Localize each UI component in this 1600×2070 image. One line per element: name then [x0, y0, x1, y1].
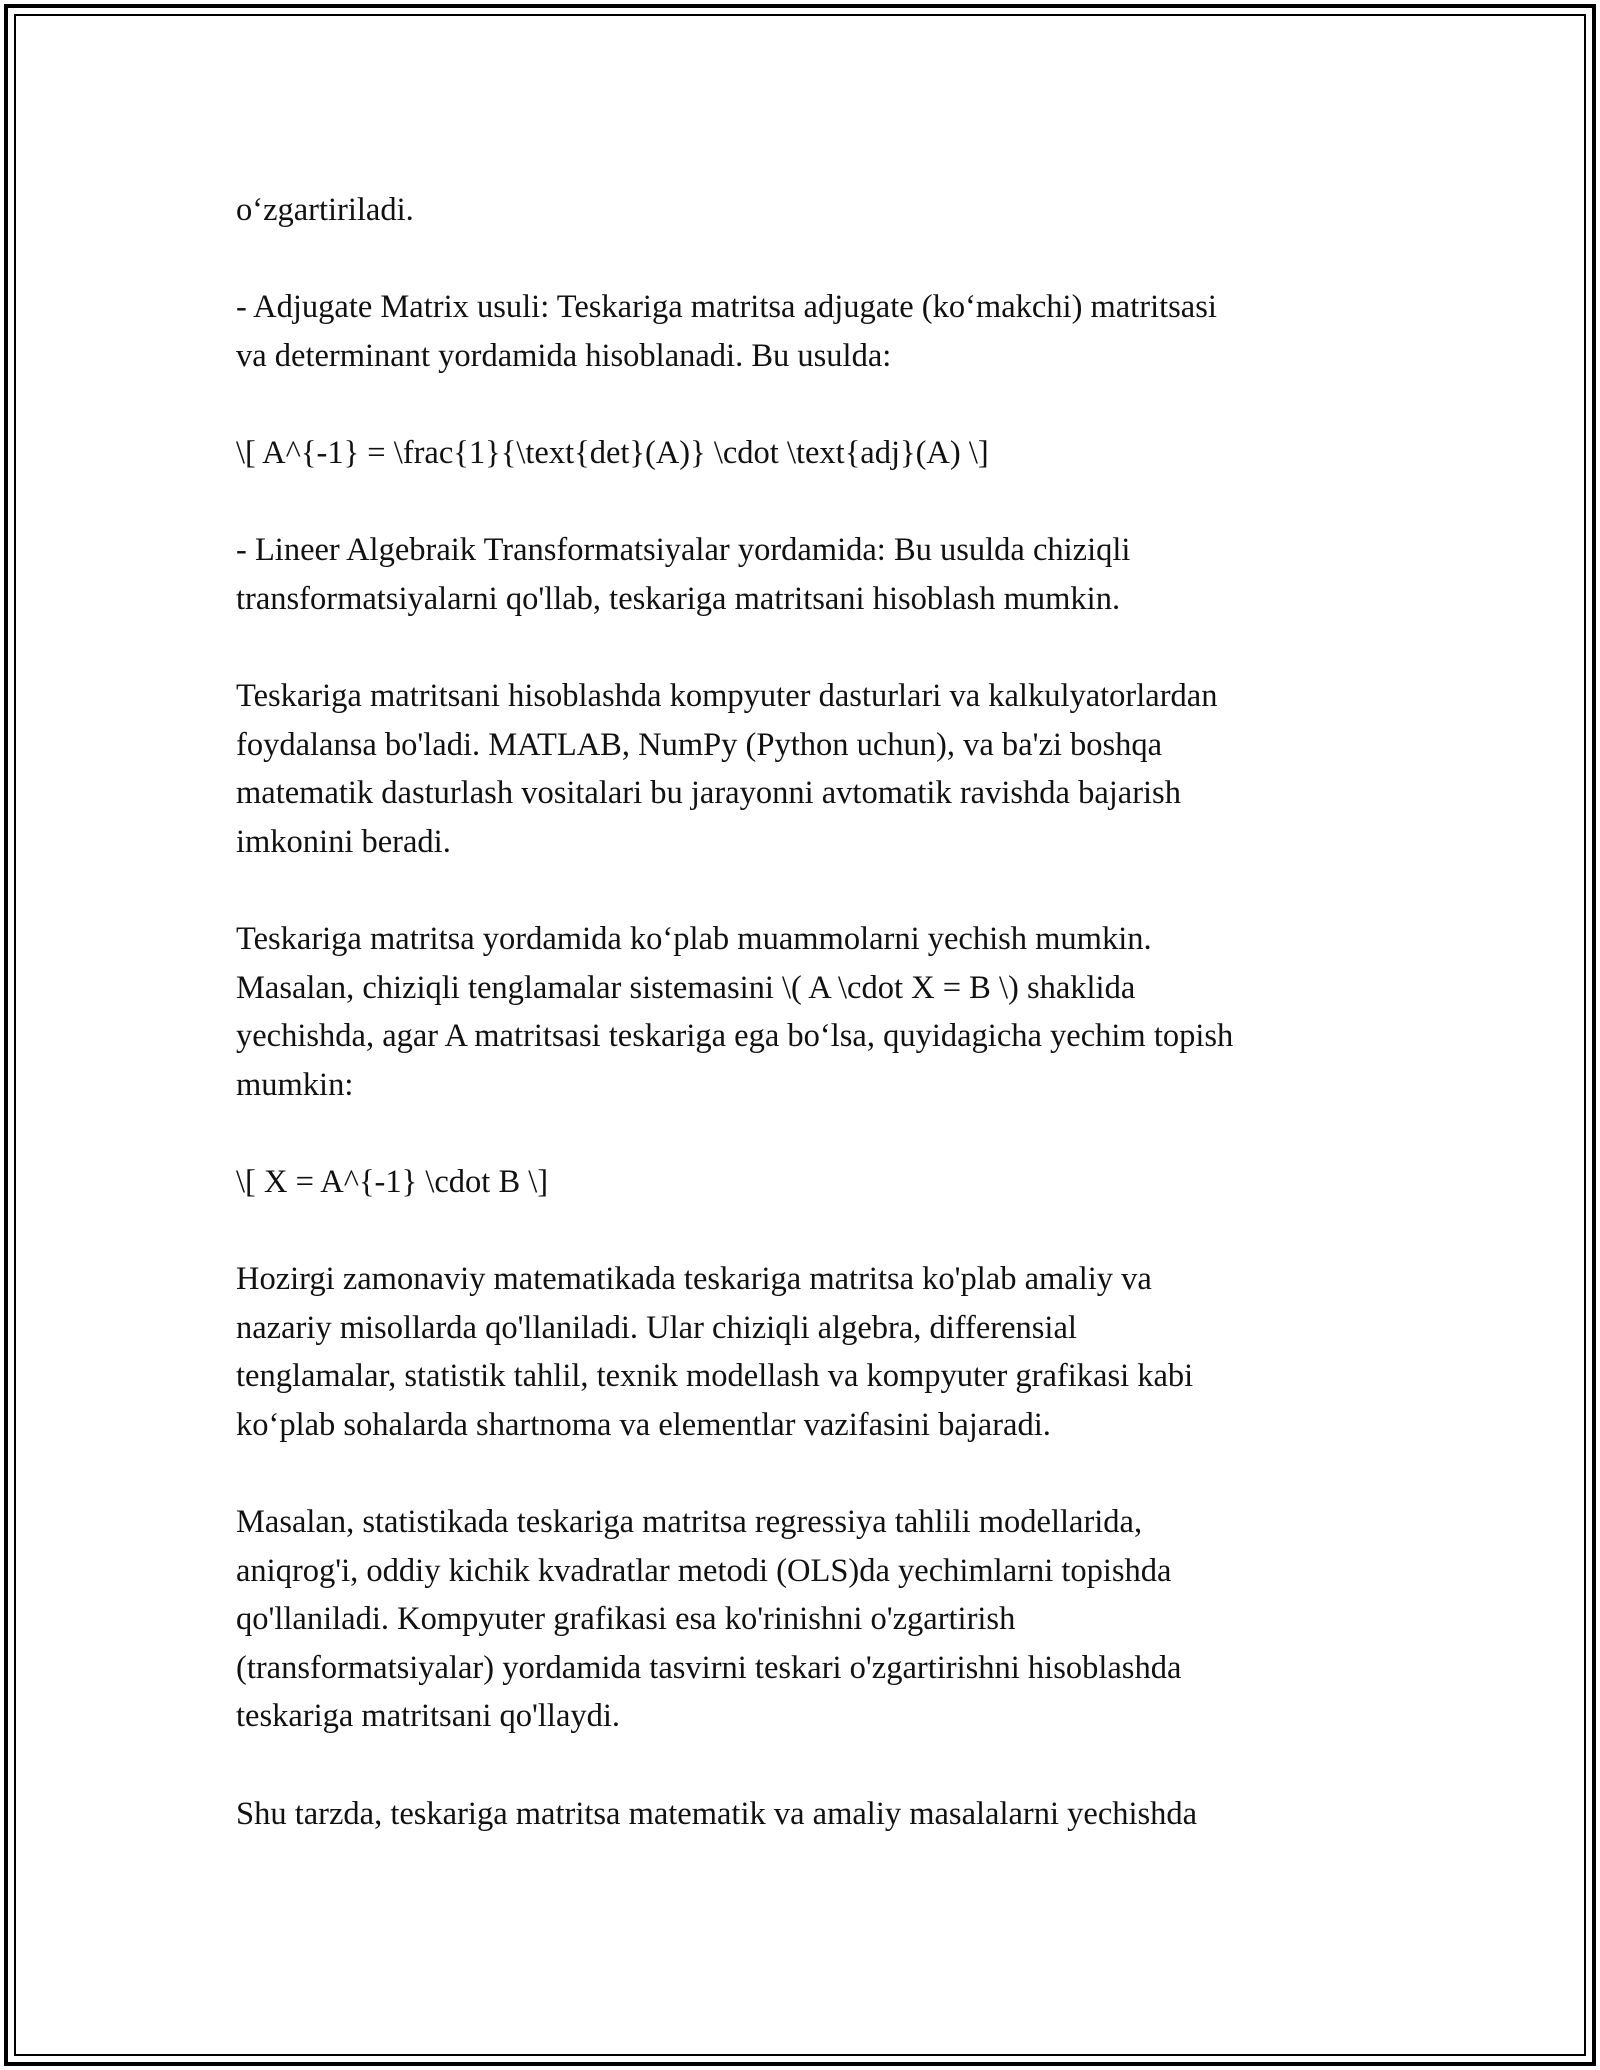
- paragraph-statistics-graphics: Masalan, statistikada teskariga matritsa regressiya tahlili modellarida, aniqrog'i, oddiy kichik kvadratlar metodi (OLS)da yechimlarni topishda qo'llaniladi. Kompyuter grafikasi esa ko'rinishni o'zgartirish (transformatsiyalar) yordamida tasvirni teskari o'zgartirishni hisoblashda teskariga matritsani qo'llaydi.: [236, 1504, 1182, 1735]
- paragraph-continuation: o‘zgartiriladi.: [236, 192, 414, 228]
- paragraph-adjugate-method: - Adjugate Matrix usuli: Teskariga matritsa adjugate (ko‘makchi) matritsasi va determinant yordamida hisoblanadi. Bu usulda:: [236, 289, 1217, 374]
- paragraph-software-tools: Teskariga matritsani hisoblashda kompyuter dasturlari va kalkulyatorlardan foydalansa bo'ladi. MATLAB, NumPy (Python uchun), va ba'zi boshqa matematik dasturlash vositalari bu jarayonni avtomatik ravishda bajarish imkonini beradi.: [236, 677, 1218, 860]
- paragraph-linear-systems: Teskariga matritsa yordamida ko‘plab muammolarni yechish mumkin. Masalan, chiziqli tenglamalar sistemasini \( A \cdot X = B \) shaklida yechishda, agar A matritsasi teskariga ega bo‘lsa, quyidagicha yechim topish mumkin:: [236, 920, 1234, 1103]
- paragraph-linear-transformations: - Lineer Algebraik Transformatsiyalar yordamida: Bu usulda chiziqli transformatsiyalarni qo'llab, teskariga matritsani hisoblash mumkin.: [236, 532, 1131, 617]
- formula-solution: \[ X = A^{-1} \cdot B \]: [236, 1163, 549, 1200]
- paragraph-modern-applications: Hozirgi zamonaviy matematikada teskariga matritsa ko'plab amaliy va nazariy misollarda qo'llaniladi. Ular chiziqli algebra, differensial tenglamalar, statistik tahlil, texnik modellash va kompyuter grafikasi kabi ko‘plab sohalarda shartnoma va elementlar vazifasini bajaradi.: [236, 1261, 1194, 1443]
- formula-inverse-adjugate: \[ A^{-1} = \frac{1}{\text{det}(A)} \cdot \text{adj}(A) \]: [236, 434, 989, 471]
- paragraph-conclusion: Shu tarzda, teskariga matritsa matematik va amaliy masalalarni yechishda: [236, 1795, 1198, 1832]
- document-body: [236, 186, 1376, 1838]
